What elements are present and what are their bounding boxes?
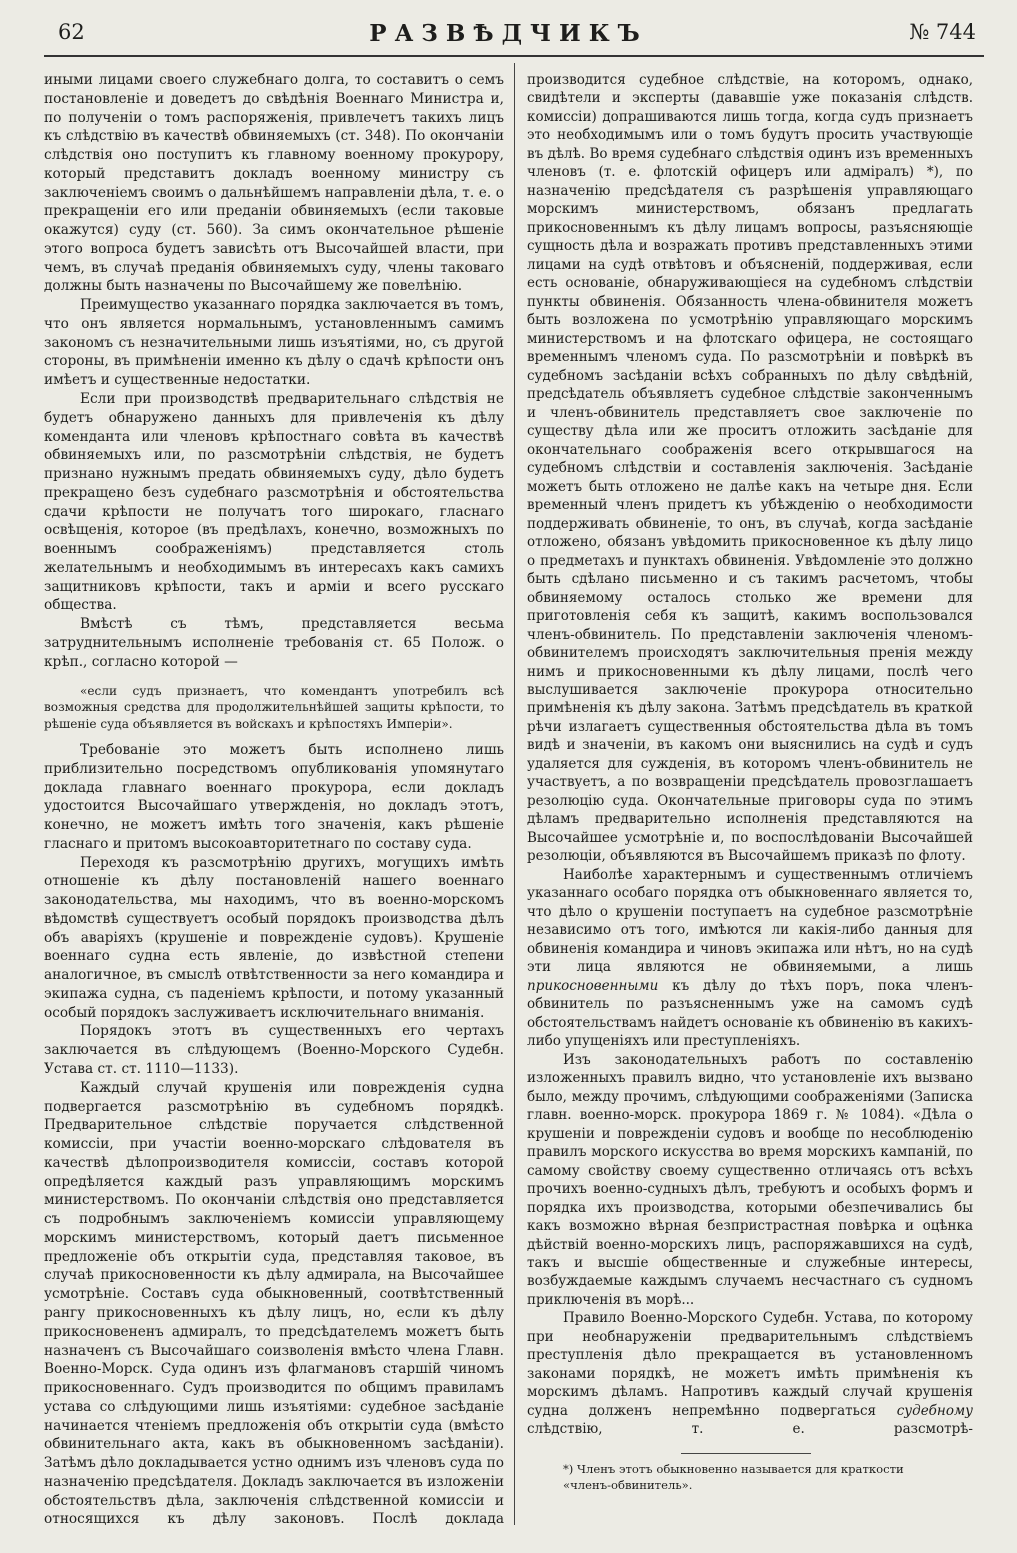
paragraph: иными лицами своего служебнаго долга, то составитъ о семъ постановленіе и доведетъ до свѣдѣнія Военнаго Министра и, по полученіи о томъ распоряженія, привлечетъ такихъ лицъ къ слѣдствію въ качествѣ обвиняемыхъ (ст. 348). По окончаніи слѣдствія оно поступитъ къ главному военному прокурору, который представитъ докладъ военному министру съ заключеніемъ своимъ о дальнѣйшемъ направленіи дѣла, т. е. о прекращеніи его или преданіи обвиняемыхъ (если таковые окажутся) суду (ст. 560). За симъ окончательное рѣшеніе этого вопроса будетъ зависѣть отъ Высочайшей власти, при чемъ, въ случаѣ преданія обвиняемыхъ суду, члены таковаго должны быть назначены по Высочайшему же повелѣнію. <box>44 72 504 295</box>
emphasis: судебному <box>896 1402 973 1419</box>
paragraph-text: Правило Военно-Морского Судебн. Устава, по которому при необнаруженіи предварительнымъ слѣдствіемъ преступленія дѣло прекращается въ установленномъ законами порядкѣ, не можетъ имѣть примѣненія къ морскимъ дѣламъ. Напротивъ каждый случай крушенія судна долженъ непремѣнно подвергаться <box>527 1310 973 1419</box>
paragraph <box>527 866 973 1051</box>
paragraph: Порядокъ этотъ въ существенныхъ его чертахъ заключается въ слѣдующемъ (Военно-Морского Судебн. Устава ст. ст. 1110—1133). <box>44 1023 504 1078</box>
journal-title: РАЗВѢДЧИКЪ <box>369 20 648 47</box>
left-column <box>44 71 504 1529</box>
paragraph: производится судебное слѣдствіе, на которомъ, однако, свидѣтели и эксперты (дававшіе уже показанія слѣдств. комиссіи) допрашиваются лишь тогда, когда судъ признаетъ это необходимымъ или о томъ будутъ просить участвующіе въ дѣлѣ. Во время судебнаго слѣдствія одинъ изъ временныхъ членовъ (т. е. флотскій офицеръ или адміралъ) *), по назначенію предсѣдателя съ разрѣшенія управляющаго морскимъ министерствомъ, обязанъ предлагать прикосновеннымъ къ дѣлу лицамъ вопросы, разъясняющіе сущность дѣла и возражать противъ представленныхъ этими лицами на судѣ отвѣтовъ и объясненій, поддерживая, если есть основаніе, обнаруживающіеся на судебномъ слѣдствіи пункты обвиненія. Обязанность члена-обвинителя можетъ быть возложена по усмотрѣнію управляющаго морскимъ министерствомъ и на флотскаго офицера, не состоящаго временнымъ членомъ суда. По разсмотрѣніи и повѣркѣ въ судебномъ засѣданіи всѣхъ собранныхъ по дѣлу свѣдѣній, предсѣдатель объявляетъ судебное слѣдствіе законченнымъ и членъ-обвинитель представляетъ свое заключеніе по существу дѣла или же проситъ отложить засѣданіе для окончательнаго соображенія всего открывшагося на судебномъ слѣдствіи и составленія заключенія. Засѣданіе можетъ быть отложено не далѣе какъ на четыре дня. Если временный членъ придетъ къ убѣжденію о необходимости поддерживать обвиненіе, то онъ, въ случаѣ, когда засѣданіе отложено, обязанъ увѣдомить прикосновенное къ дѣлу лицо о предметахъ и пунктахъ обвиненія. Увѣдомленіе это должно быть сдѣлано письменно и съ такимъ расчетомъ, чтобы обвиняемому осталось столько же времени для приготовленія себя къ защитѣ, какимъ воспользовался членъ-обвинитель. По представленіи заключенія членомъ-обвинителемъ происходятъ заключительныя пренія между нимъ и прикосновенными къ дѣлу лицами, послѣ чего выслушивается заключеніе прокурора относительно примѣненія къ дѣлу закона. Затѣмъ предсѣдатель въ краткой рѣчи излагаетъ существенныя обстоятельства дѣла въ томъ видѣ и значеніи, въ какомъ они выяснились на судѣ и судъ удаляется для сужденія, въ которомъ членъ-обвинитель не участвуетъ, а по возвращеніи предсѣдатель провозглашаетъ резолюцію суда. Окончательные приговоры суда по этимъ дѣламъ предварительно исполненія представляются на Высочайшее усмотрѣніе и, по воспослѣдованіи Высочайшей резолюціи, объявляются въ Высочайшемъ приказѣ по флоту. <box>527 72 973 865</box>
paragraph-text: слѣдствію, т. е. разсмотрѣ- <box>527 1421 973 1438</box>
footnote-line: «членъ-обвинитель». <box>563 1477 693 1492</box>
paragraph <box>527 1309 973 1438</box>
paragraph: Требованіе это можетъ быть исполнено лишь приблизительно посредствомъ опубликованія упомянутаго доклада главнаго военнаго прокурора, если докладъ удостоится Высочайшаго утвержденія, но докладъ этотъ, конечно, не можетъ имѣть того значенія, какъ рѣшеніе гласнаго и притомъ высокоавторитетнаго по составу суда. <box>44 742 504 852</box>
footnote-line: *) Членъ этотъ обыкновенно называется для краткости <box>563 1461 904 1476</box>
column-divider <box>514 63 515 1525</box>
issue-number: № 744 <box>909 20 976 44</box>
footnote-rule <box>681 1453 811 1454</box>
emphasis: прикосновенными <box>527 977 659 994</box>
paragraph: Каждый случай крушенія или поврежденія судна подвергается разсмотрѣнію въ судебномъ порядкѣ. Предварительное слѣдствіе поручается слѣдственной комиссіи, при участіи военно-морскаго слѣдователя въ качествѣ дѣлопроизводителя комиссіи, составъ которой опредѣляется каждый разъ управляющимъ морскимъ министерствомъ. По окончаніи слѣдствія оно представляется съ подробнымъ заключеніемъ комиссіи управляющему морскимъ министерствомъ, который даетъ письменное предложеніе объ открытіи суда, представляя таковое, въ случаѣ прикосновенности къ дѣлу адмирала, на Высочайшее усмотрѣніе. Составъ суда обыкновенный, соотвѣтственный рангу прикосновенныхъ къ дѣлу лицъ, но, если къ дѣлу прикосновененъ адмиралъ, то предсѣдателемъ можетъ быть назначенъ съ Высочайшаго соизволенія вмѣсто члена Главн. Военно-Морск. Суда одинъ изъ флагмановъ старшій чиномъ прикосновеннаго. Судъ производится по общимъ правиламъ устава со слѣдующими лишь изъятіями: судебное засѣданіе начинается чтеніемъ предложенія объ открытіи суда (вмѣсто обвинительнаго акта, какъ въ обыкновенномъ засѣданіи). Затѣмъ дѣло докладывается устно однимъ изъ членовъ суда по назначенію предсѣдателя. Докладъ заключается въ изложеніи обстоятельствъ дѣла, заключенія слѣдственной комиссіи и относящихся къ дѣлу законовъ. Послѣ доклада <box>44 1079 504 1528</box>
footnote <box>527 1461 973 1493</box>
paragraph: Вмѣстѣ съ тѣмъ, представляется весьма затруднительнымъ исполненіе требованія ст. 65 Полож. о крѣп., согласно которой — <box>44 616 504 670</box>
paragraph: Изъ законодательныхъ работъ по составленію изложенныхъ правилъ видно, что установленіе ихъ вызвано было, между прочимъ, слѣдующими соображеніями (Записка главн. военно-морск. прокурора 1869 г. № 1084). «Дѣла о крушеніи и поврежденіи судовъ и вообще по несоблюденію правилъ морского искусства во время морскихъ кампаній, по самому свойству своему существенно отличаясь отъ всѣхъ прочихъ военно-судныхъ дѣлъ, требуютъ и особыхъ формъ и порядка ихъ производства, которыми обезпечивались бы какъ возможно вѣрная безпристрастная повѣрка и оцѣнка дѣйствій военно-морскихъ лицъ, распоряжавшихся на судѣ, такъ и высшіе общественные и служебные интересы, возбуждаемые каждымъ случаемъ несчастнаго съ судномъ приключенія въ морѣ... <box>527 1051 973 1308</box>
paragraph-text: къ дѣлу до тѣхъ поръ, пока членъ-обвинитель по разъясненнымъ уже на самомъ судѣ обстоятельствамъ найдетъ основаніе къ обвиненію въ какихъ-либо упущеніяхъ или преступленіяхъ. <box>527 977 973 1050</box>
page-number: 62 <box>58 20 85 44</box>
header-rule <box>44 55 984 57</box>
block-quote: «если судъ признаетъ, что комендантъ употребилъ всѣ возможныя средства для продолжительнѣйшей защиты крѣпости, то рѣшеніе суда объявляется въ войскахъ и крѣпостяхъ Имперіи». <box>44 683 504 731</box>
paragraph: Если при производствѣ предварительнаго слѣдствія не будетъ обнаружено данныхъ для привлеченія къ дѣлу коменданта или членовъ крѣпостнаго совѣта въ качествѣ обвиняемыхъ или, по разсмотрѣніи слѣдствія, не будетъ признано нужнымъ предать обвиняемыхъ суду, дѣло будетъ прекращено безъ судебнаго разсмотрѣнія и обстоятельства сдачи крѣпости не получатъ того широкаго, гласнаго освѣщенія, которое (въ предѣлахъ, конечно, возможныхъ по военнымъ соображеніямъ) представляется столь желательнымъ и необходимымъ въ интересахъ какъ самихъ защитниковъ крѣпости, такъ и арміи и всего русскаго общества. <box>44 391 504 614</box>
page-header <box>0 12 1017 52</box>
paragraph: Переходя къ разсмотрѣнію другихъ, могущихъ имѣть отношеніе къ дѣлу постановленій нашего военнаго законодательства, мы находимъ, что въ военно-морскомъ вѣдомствѣ существуетъ особый порядокъ производства дѣлъ объ аваріяхъ (крушеніе и поврежденіе судовъ). Крушеніе военнаго судна есть явленіе, до извѣстной степени аналогичное, въ смыслѣ отвѣтственности за него командира и экипажа судна, съ паденіемъ крѣпости, и потому указанный особый порядокъ заслуживаетъ исключительнаго вниманія. <box>44 854 504 1021</box>
paragraph: Преимущество указаннаго порядка заключается въ томъ, что онъ является нормальнымъ, установленнымъ самимъ закономъ съ незначительными лишь изъятіями, но, съ другой стороны, въ примѣненіи именно къ дѣлу о сдачѣ крѣпости онъ имѣетъ и существенные недостатки. <box>44 297 504 389</box>
right-column <box>527 71 973 1493</box>
paragraph-text: Наиболѣе характернымъ и существеннымъ отличіемъ указаннаго особаго порядка отъ обыкновеннаго является то, что дѣло о крушеніи поступаетъ на судебное разсмотрѣніе независимо отъ того, имѣются ли какія-либо данныя для обвиненія командира и чиновъ экипажа или нѣтъ, но на судѣ эти лица являются не обвиняемыми, а лишь <box>527 866 973 976</box>
